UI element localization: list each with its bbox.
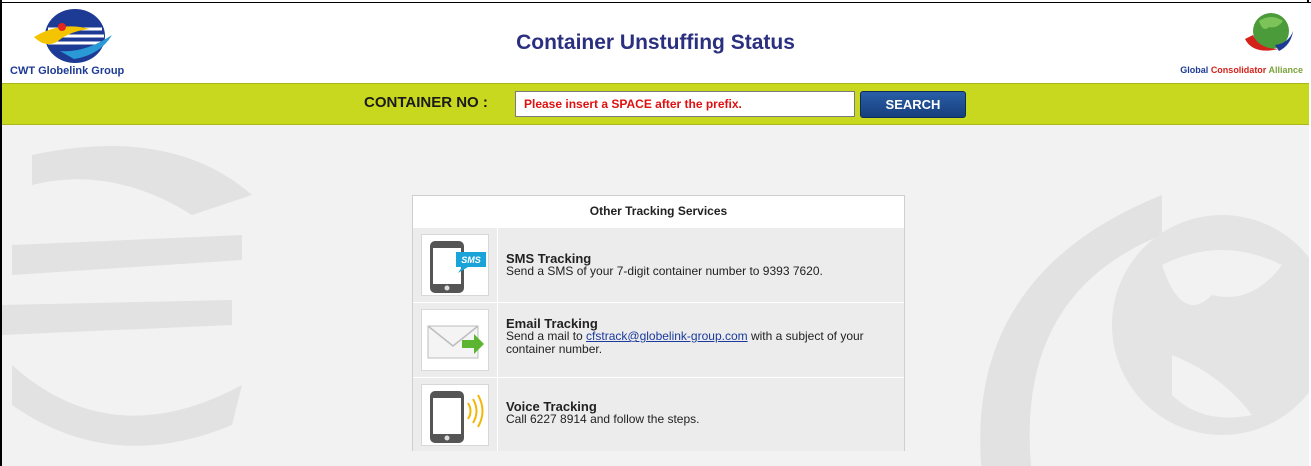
alliance-globe-icon	[1239, 9, 1299, 61]
right-brand-part-1: Global	[1180, 65, 1211, 75]
globelink-watermark-icon	[2, 135, 272, 465]
sms-tracking-row	[413, 227, 904, 302]
right-brand-part-3: Alliance	[1266, 65, 1303, 75]
global-consolidator-alliance-logo[interactable]	[1180, 9, 1303, 79]
other-tracking-services-panel	[412, 195, 905, 451]
sms-tracking-text	[506, 252, 901, 278]
email-envelope-icon	[421, 309, 489, 371]
voice-phone-icon	[421, 384, 489, 446]
search-button[interactable]: SEARCH	[860, 91, 966, 118]
page-title: Container Unstuffing Status	[516, 31, 795, 54]
right-brand-part-2: Consolidator	[1210, 65, 1267, 75]
sms-tracking-description: Send a SMS of your 7-digit container number to 9393 7620.	[506, 264, 823, 278]
voice-tracking-text	[506, 400, 901, 426]
sms-tracking-title: SMS Tracking	[506, 251, 592, 266]
globe-watermark-icon	[922, 155, 1309, 466]
container-no-label: CONTAINER NO :	[364, 94, 488, 111]
email-tracking-title: Email Tracking	[506, 316, 598, 331]
content-area	[2, 125, 1309, 466]
panel-heading: Other Tracking Services	[413, 196, 904, 228]
voice-tracking-title: Voice Tracking	[506, 399, 597, 414]
left-brand-text: CWT Globelink Group	[10, 65, 125, 77]
row-divider	[497, 303, 498, 377]
email-tracking-row	[413, 302, 904, 377]
header	[2, 3, 1309, 83]
row-divider	[497, 378, 498, 451]
container-number-input[interactable]	[515, 91, 855, 117]
email-address-link[interactable]: cfstrack@globelink-group.com	[586, 329, 748, 343]
row-divider	[497, 228, 498, 302]
email-tracking-text	[506, 317, 901, 356]
search-bar	[2, 83, 1309, 125]
sms-badge-text: SMS	[461, 255, 481, 265]
voice-tracking-description: Call 6227 8914 and follow the steps.	[506, 412, 700, 426]
voice-tracking-row	[413, 377, 904, 451]
sms-phone-icon	[421, 234, 489, 296]
right-brand-text	[1180, 65, 1303, 75]
email-tracking-description-after: with a subject of your container number.	[506, 329, 864, 356]
email-tracking-description-before: Send a mail to	[506, 329, 587, 343]
